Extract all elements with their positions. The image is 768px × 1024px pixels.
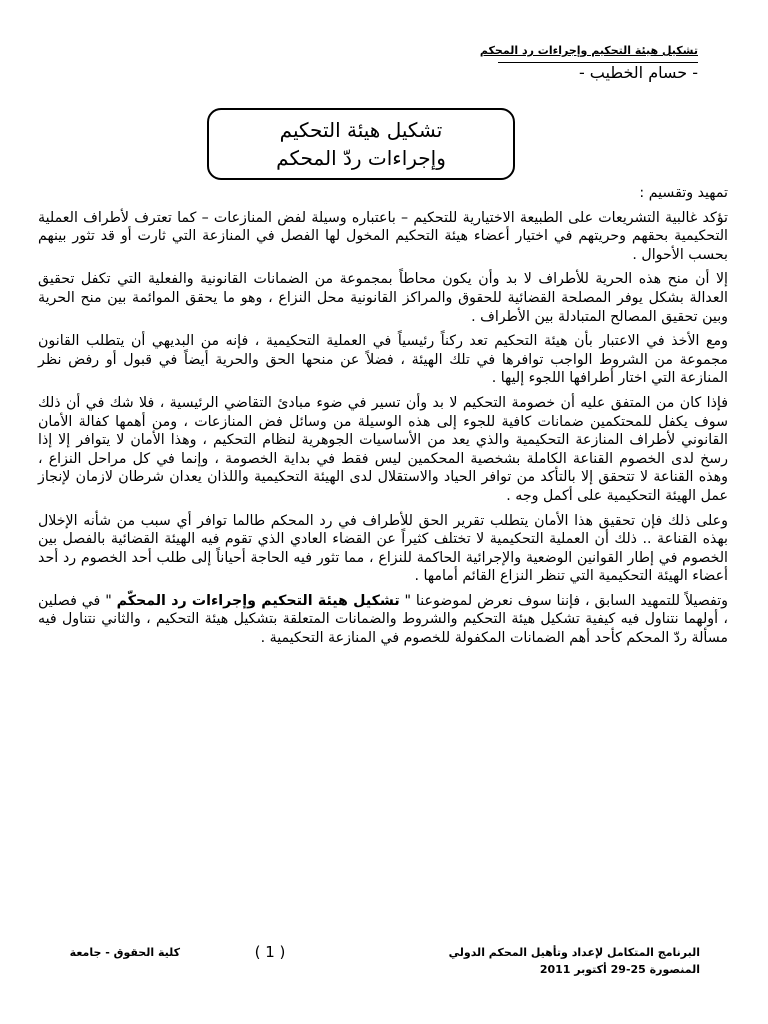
paragraph-6: [38, 592, 728, 648]
paragraph-5: وعلى ذلك فإن تحقيق هذا الأمان يتطلب تقرير الحق للأطراف في رد المحكم طالما توافر أي سبب من شأنه الإخلال بهذه القناعة .. ذلك أن العملية التحكيمية لا تختلف كثيراً عن القضاء العادي الذي تقوم فيه الهيئة القضائية بالفصل بين الخصوم في إطار القوانين الوضعية والإجرائية الحاكمة للنزاع ، مما تثور فيه الحاجة أحياناً إلى طلب أحد الخصوم رد أحد أعضاء الهيئة التحكيمية التي تنظر النزاع القائم أمامها .: [38, 512, 728, 585]
paragraph-3: ومع الأخذ في الاعتبار بأن هيئة التحكيم تعد ركناً رئيسياً في العملية التحكيمية ، فإنه من البديهي أن يتطلب القانون مجموعة من الشروط الواجب توافرها في تلك الهيئة ، فضلاً عن منحها الحق والحرية أيضاً في قبول أو رفض نظر المنازعة التي اختار أطرافها اللجوء إليها .: [38, 333, 728, 387]
title-box: [207, 108, 515, 180]
footer-program-line-2: المنصورة 25-29 أكتوبر 2011: [539, 963, 700, 976]
paragraph-6-part-2: " في فصلين ، أولهما نتناول فيه كيفية تشكيل هيئة التحكيم والشروط والضمانات المتعلقة بتشكيل هيئة التحكيم ، والثاني نتناول فيه مسألة ردّ المحكم كأحد أهم الضمانات المكفولة للخصوم في المنازعة التحكيمية .: [38, 592, 728, 647]
title-line-1: تشكيل هيئة التحكيم: [279, 118, 443, 142]
page-footer: [40, 944, 700, 984]
title-line-2: وإجراءات ردّ المحكم: [276, 146, 446, 170]
paragraph-1: تؤكد غالبية التشريعات على الطبيعة الاختيارية للتحكيم – باعتباره وسيلة لفض المنازعات – كما تعترف لأطراف العملية التحكيمية بحقهم وحريتهم في اختيار أعضاء هيئة التحكيم المخول لها الفصل في المنازعة التي ثارت أو قد تثور بينهم بحسب الأحوال .: [38, 209, 728, 263]
paragraph-4: فإذا كان من المتفق عليه أن خصومة التحكيم لا بد وأن تسير في ضوء مبادئ التقاضي الرئيسية ، فلا شك في أن ذلك سوف يكفل للمحتكمين ضمانات كافية للجوء إلى هذه الوسيلة من وسائل فض المنازعات ، ومن أهمها كفالة الأمان القانوني لأطراف المنازعة التحكيمية والذي يعد من الأساسيات الجوهرية لنظام التحكيم ، وهذا الأمان لا يتوافر إلا إذا رسخ لدى الخصوم القناعة الكاملة بشخصية المحكمين ليس فقط في بداية الخصومة ، وإنما في كل مراحل النزاع ، وهذه القناعة لا تتحقق إلا بالتأكد من توافر الحياد والاستقلال لدى الهيئة التحكيمية واللذان يعدان شرطان لازمان لإنجاز عمل الهيئة التحكيمية على أكمل وجه .: [38, 394, 728, 504]
footer-program: [400, 944, 700, 978]
footer-program-line-1: البرنامج المتكامل لإعداد وتأهيل المحكم الدولي: [448, 946, 700, 959]
footer-page-number: ( 1 ): [254, 943, 286, 961]
paragraph-2: إلا أن منح هذه الحرية للأطراف لا بد وأن يكون محاطاً بمجموعة من الضمانات القانونية والفعلية التي تكفل تحقيق العدالة بشكل يوفر المصلحة القضائية للحقوق والمراكز القانونية محل النزاع ، وهو ما يحقق الموائمة بين منح الحرية وبين تحقيق المصالح المتبادلة بين الأطراف .: [38, 271, 728, 325]
paragraph-6-part-1: وتفصيلاً للتمهيد السابق ، فإننا سوف نعرض لموضوعنا ": [399, 592, 729, 609]
footer-faculty: كلية الحقوق - جامعة: [69, 946, 180, 959]
body-text: [38, 184, 728, 654]
intro-heading: تمهيد وتقسيم :: [639, 185, 728, 201]
running-header-title: تشكيل هيئة التحكيم وإجراءات رد المحكم: [479, 44, 698, 57]
running-header-author: - حسام الخطيب -: [498, 62, 698, 83]
paragraph-6-bold-title: تشكيل هيئة التحكيم وإجراءات رد المحكّم: [116, 592, 400, 609]
